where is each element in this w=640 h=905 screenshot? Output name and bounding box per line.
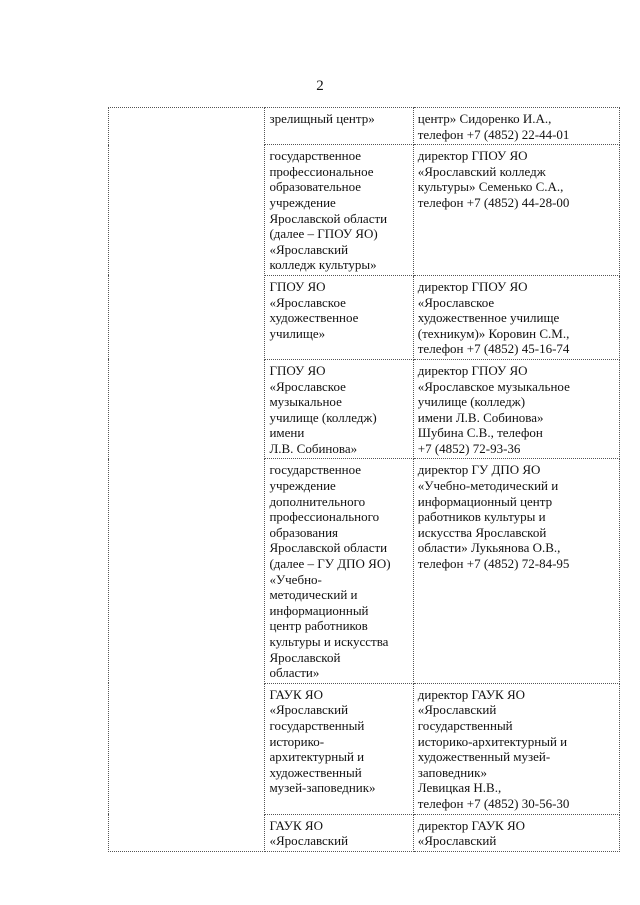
org-line: государственное [269,462,362,478]
org-line: музыкальное [269,394,342,410]
contact-line: «Ярославский [417,702,497,718]
empty-first-column [109,108,265,852]
org-line: ГПОУ ЯО [269,278,326,294]
org-line: архитектурный и [269,749,365,765]
org-line: художественное [269,310,359,326]
organization-cell [265,683,413,814]
org-line: (далее – ГПОУ ЯО) [269,226,378,242]
org-line: училище (колледж) [269,409,377,425]
contact-line: Левицкая Н.В., [417,780,502,796]
organization-cell [265,814,413,851]
org-line: зрелищный центр» [269,111,375,126]
contact-line: «Ярославский [417,833,497,849]
org-line: государственное [269,148,362,164]
contact-line: работников культуры и [417,509,546,525]
org-line: «Ярославское [269,378,346,394]
contact-line: «Ярославское музыкальное [417,378,570,394]
org-line: учреждение [269,478,336,494]
organization-cell [265,275,413,359]
contact-line: художественное училище [417,310,560,326]
contact-cell [413,145,619,276]
contact-cell [413,275,619,359]
org-line: ГПОУ ЯО [269,362,326,378]
contact-line: информационный центр [417,493,553,509]
contact-cell [413,359,619,459]
org-line: профессиональное [269,163,374,179]
contact-line: телефон +7 (4852) 45-16-74 [417,341,570,357]
contact-line: телефон +7 (4852) 44-28-00 [417,194,570,210]
org-line: Ярославской области [269,540,388,556]
org-line: культуры и искусства [269,634,389,649]
contact-line: культуры» Семенько С.А., [417,179,564,195]
contact-line: телефон +7 (4852) 22-44-01 [417,126,570,142]
org-line: Л.В. Собинова» [269,440,358,456]
org-line: (далее – ГУ ДПО ЯО) [269,556,391,572]
org-line: профессионального [269,509,380,525]
contact-line: директор ГАУК ЯО [417,817,526,833]
org-line: «Ярославский [269,241,349,257]
organization-cell [265,459,413,683]
contact-line: государственный [417,717,513,733]
contact-cell [413,683,619,814]
contact-line: художественный музей- [417,749,551,765]
org-line: «Учебно- [269,571,322,587]
contact-line: директор ГПОУ ЯО [417,278,528,294]
org-line: дополнительного [269,493,366,509]
org-line: образовательное [269,179,362,195]
contact-line: «Учебно-методический и [417,478,559,494]
contact-line: телефон +7 (4852) 72-84-95 [417,556,570,572]
org-line: государственный [269,717,365,733]
organization-cell [265,359,413,459]
contact-line: области» Лукьянова О.В., [417,540,561,556]
org-line: ГАУК ЯО [269,686,323,702]
org-line: художественный [269,764,362,780]
contact-line: училище (колледж) [417,394,526,410]
contact-line: директор ГАУК ЯО [417,686,526,702]
contact-line: директор ГПОУ ЯО [417,362,528,378]
org-line: методический и [269,587,358,603]
contact-line: Шубина С.В., телефон [417,425,543,441]
org-line: «Ярославский [269,833,349,849]
org-line: «Ярославский [269,702,349,718]
org-line: информационный [269,602,369,618]
contact-line: директор ГПОУ ЯО [417,148,528,164]
table-row [109,108,620,145]
contact-line: (техникум)» Коровин С.М., [417,325,570,341]
org-line: историко- [269,733,325,749]
page-number: 2 [316,78,324,94]
contact-line: заповедник» [417,764,487,780]
org-line: Ярославской области [269,210,388,226]
org-line: имени [269,425,305,441]
contact-line: имени Л.В. Собинова» [417,409,544,425]
contact-cell [413,108,619,145]
organization-cell [265,108,413,145]
contact-line: искусства Ярославской [417,524,547,540]
contact-cell [413,814,619,851]
org-line: Ярославской [269,649,341,665]
org-line: области» [269,665,320,681]
contact-line: +7 (4852) 72-93-36 [417,440,521,456]
org-line: музей-заповедник» [269,780,376,796]
contact-line: «Ярославское [417,294,495,310]
org-line: учреждение [269,194,336,210]
org-line: центр работников [269,618,368,634]
contact-line: историко-архитектурный и [417,733,568,749]
organizations-table [108,107,620,852]
organization-cell [265,145,413,276]
contact-line: центр» Сидоренко И.А., [417,111,552,126]
org-line: образования [269,524,339,540]
org-line: «Ярославское [269,294,346,310]
org-line: колледж культуры» [269,257,377,273]
org-line: училище» [269,325,326,341]
contact-cell [413,459,619,683]
contact-line: директор ГУ ДПО ЯО [417,462,541,478]
contact-line: «Ярославский колледж [417,163,546,179]
org-line: ГАУК ЯО [269,817,323,833]
contact-line: телефон +7 (4852) 30-56-30 [417,795,570,811]
